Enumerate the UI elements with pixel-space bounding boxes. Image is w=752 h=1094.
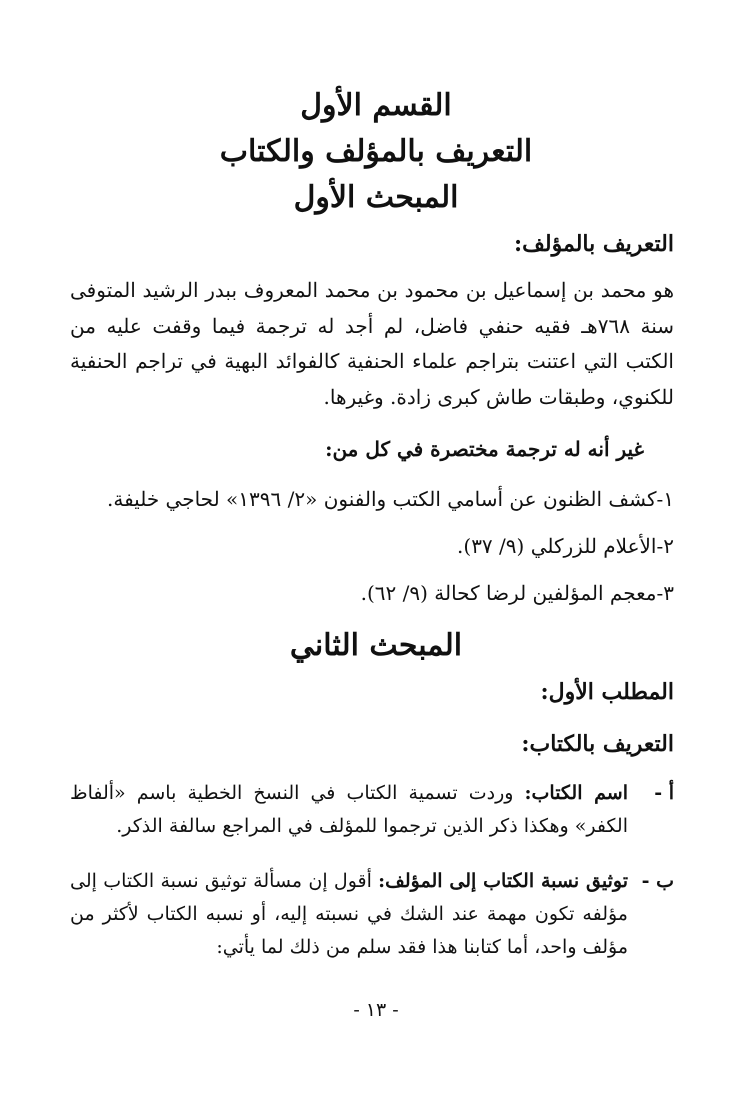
list-item-book-name: [70, 777, 674, 843]
author-subheading: التعريف بالمؤلف:: [514, 231, 674, 257]
book-subheading-1: المطلب الأول:: [540, 679, 674, 705]
item-term: اسم الكتاب:: [524, 782, 628, 804]
source-item-2: ٢-الأعلام للزركلي (٩/ ٣٧).: [457, 534, 674, 558]
author-paragraph: هو محمد بن إسماعيل بن محمود بن محمد المعروف ببدر الرشيد المتوفى سنة ٧٦٨هـ فقيه حنفي فاضل، لم أجد له ترجمة فيما وقفت عليه من الكتب التي اعتنت بتراجم علماء الحنفية كالفوائد البهية في تراجم الحنفية للكنوي، وطبقات طاش كبرى زادة. وغيرها.: [70, 278, 675, 409]
part-title: التعريف بالمؤلف والكتاب: [219, 134, 533, 169]
sources-intro: غير أنه له ترجمة مختصرة في كل من:: [325, 437, 644, 461]
section-heading-1: المبحث الأول: [293, 180, 459, 215]
item-text: أقول إن مسألة توثيق نسبة الكتاب إلى مؤلفه تكون مهمة عند الشك في نسبته إليه، أو نسبه الكتاب لأكثر من مؤلف واحد، أما كتابنا هذا فقد سلم من ذلك لما يأتي:: [70, 870, 628, 958]
list-item-body: [70, 777, 628, 843]
list-item-body: [70, 865, 628, 964]
list-marker: أ -: [654, 782, 674, 804]
item-term: توثيق نسبة الكتاب إلى المؤلف:: [378, 870, 628, 892]
source-item-1: ١-كشف الظنون عن أسامي الكتب والفنون «٢/ ١٣٩٦» لحاجي خليفة.: [106, 487, 674, 511]
section-heading-2: المبحث الثاني: [289, 628, 463, 663]
list-marker: ب -: [641, 870, 674, 892]
list-item-attribution: [70, 865, 674, 964]
page-number: - ١٣ -: [353, 999, 399, 1021]
source-item-3: ٣-معجم المؤلفين لرضا كحالة (٩/ ٦٢).: [360, 581, 674, 605]
book-subheading-2: التعريف بالكتاب:: [521, 731, 674, 757]
part-heading: القسم الأول: [300, 88, 452, 123]
item-text: وردت تسمية الكتاب في النسخ الخطية باسم «ألفاظ الكفر» وهكذا ذكر الذين ترجموا للمؤلف في المراجع سالفة الذكر.: [70, 782, 628, 837]
